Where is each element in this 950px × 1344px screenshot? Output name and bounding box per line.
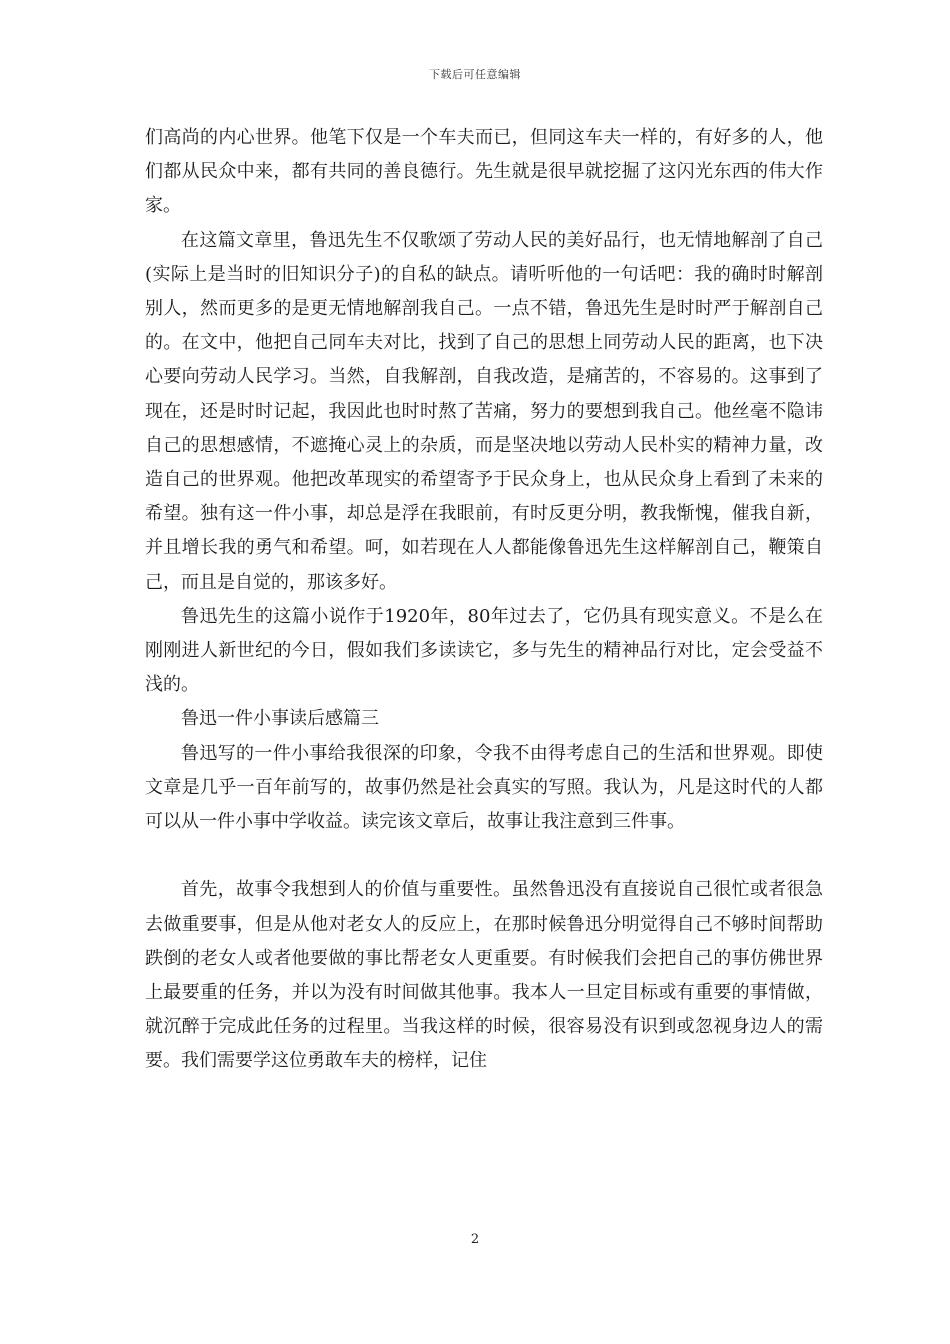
paragraph-impression: 鲁迅写的一件小事给我很深的印象，令我不由得考虑自己的生活和世界观。即使文章是几乎一百年前写的，故事仍然是社会真实的写照。我认为，凡是这时代的人都可以从一件小事中学收益。读完该文章后，故事让我注意到三件事。 [145, 742, 823, 833]
paragraph-first-point: 首先，故事令我想到人的价值与重要性。虽然鲁迅没有直接说自己很忙或者很急去做重要事，但是从他对老女人的反应上，在那时候鲁迅分明觉得自己不够时间帮助跌倒的老女人或者他要做的事比帮老女人更重要。有时候我们会把自己的事仿佛世界上最要重的任务，并以为没有时间做其他事。我本人一旦定目标或有重要的事情做，就沉醉于完成此任务的过程里。当我这样的时候，很容易没有识到或忽视身边人的需要。我们需要学这位勇敢车夫的榜样，记住 [145, 879, 823, 1072]
page-header: 下载后可任意编辑 [429, 68, 521, 81]
paragraph-self-dissection: 在这篇文章里，鲁迅先生不仅歌颂了劳动人民的美好品行，也无情地解剖了自己(实际上是当时的旧知识分子)的自私的缺点。请听听他的一句话吧：我的确时时解剖别人，然而更多的是更无情地解剖我自己。一点不错，鲁迅先生是时时严于解剖自己的。在文中，他把自己同车夫对比，找到了自己的思想上同劳动人民的距离，也下决心要向劳动人民学习。当然，自我解剖，自我改造，是痛苦的，不容易的。这事到了现在，还是时时记起，我因此也时时熬了苦痛，努力的要想到我自己。他丝毫不隐讳自己的思想感情，不遮掩心灵上的杂质，而是坚决地以劳动人民朴实的精神力量，改造自己的世界观。他把改革现实的希望寄予于民众身上，也从民众身上看到了未来的希望。独有这一件小事，却总是浮在我眼前，有时反更分明，教我惭愧，催我自新，并且增长我的勇气和希望。呵，如若现在人人都能像鲁迅先生这样解剖自己，鞭策自己，而且是自觉的，那该多好。 [145, 229, 823, 593]
page-number: 2 [470, 1232, 480, 1247]
section-heading: 鲁迅一件小事读后感篇三 [181, 708, 379, 730]
blank-line [145, 839, 823, 873]
paragraph-real-significance: 鲁迅先生的这篇小说作于1920年，80年过去了，它仍具有现实意义。不是么在刚刚进人新世纪的今日，假如我们多读读它，多与先生的精神品行对比，定会受益不浅的。 [145, 605, 823, 696]
document-body [145, 121, 823, 1079]
paragraph-continuation: 们高尚的内心世界。他笔下仅是一个车夫而已，但同这车夫一样的，有好多的人，他们都从民众中来，都有共同的善良德行。先生就是很早就挖掘了这闪光东西的伟大作家。 [145, 127, 823, 217]
